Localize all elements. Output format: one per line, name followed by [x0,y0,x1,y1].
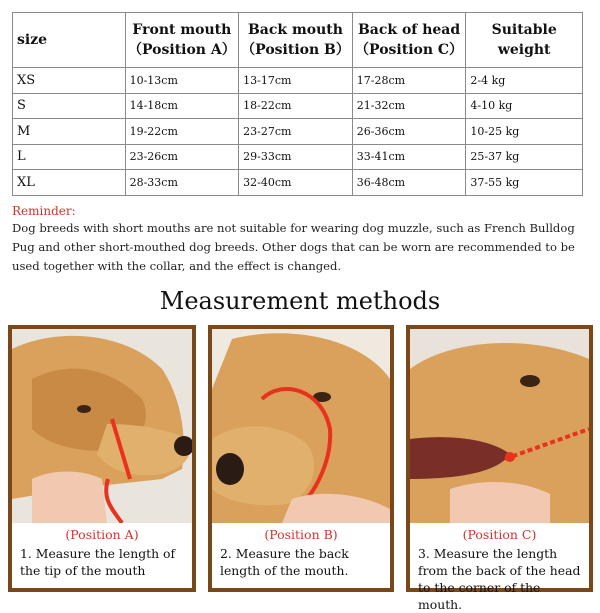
table-cell: 25-37 kg [466,144,583,170]
table-cell: 18-22cm [239,93,353,119]
table-cell: 28-33cm [125,170,239,196]
table-cell: 21-32cm [352,93,466,119]
dog-photo-front-mouth [12,329,192,523]
table-cell: M [13,119,126,145]
table-cell: 23-27cm [239,119,353,145]
table-cell: 36-48cm [352,170,466,196]
table-cell: 37-55 kg [466,170,583,196]
size-table [12,12,583,196]
table-cell: XS [13,68,126,94]
reminder-title: Reminder: [12,204,76,218]
table-cell: 13-17cm [239,68,353,94]
table-cell: 17-28cm [352,68,466,94]
table-cell: 14-18cm [125,93,239,119]
table-header-row [13,13,583,68]
step-2-text: 2. Measure the back length of the mouth. [220,546,349,578]
table-cell: S [13,93,126,119]
header-front-mouth: Front mouth （Position A） [125,13,239,68]
step-3-text: 3. Measure the length from the back of the head to the corner of the mouth. [418,546,581,612]
header-back-mouth: Back mouth （Position B） [239,13,353,68]
table-row [13,68,583,94]
table-cell: 23-26cm [125,144,239,170]
table-cell: 4-10 kg [466,93,583,119]
header-suitable-weight: Suitable weight [466,13,583,68]
table-cell: L [13,144,126,170]
table-row [13,170,583,196]
measurement-card-a [8,325,196,592]
table-cell: 2-4 kg [466,68,583,94]
step-1-text: 1. Measure the length of the tip of the mouth [20,546,176,578]
header-size: size [13,13,126,68]
header-back-of-head: Back of head （Position C） [352,13,466,68]
table-row [13,144,583,170]
table-cell: 26-36cm [352,119,466,145]
section-title: Measurement methods [159,287,441,315]
table-cell: 29-33cm [239,144,353,170]
position-a-label: (Position A) [65,527,139,542]
position-c-label: (Position C) [462,527,537,542]
measurement-card-b [208,325,394,592]
reminder-text: Dog breeds with short mouths are not suitable for wearing dog muzzle, such as French Bulldog Pug and other short-mouthed dog breeds. Other dogs that can be worn are recommended to be used together with the collar, and the effect is changed. [12,221,575,273]
table-cell: 10-25 kg [466,119,583,145]
table-row [13,119,583,145]
dog-photo-back-mouth [212,329,390,523]
measurement-card-c [406,325,593,612]
table-cell: 33-41cm [352,144,466,170]
table-row [13,93,583,119]
table-cell: XL [13,170,126,196]
position-b-label: (Position B) [264,527,338,542]
table-cell: 10-13cm [125,68,239,94]
table-cell: 32-40cm [239,170,353,196]
dog-photo-back-of-head [410,329,589,523]
table-cell: 19-22cm [125,119,239,145]
